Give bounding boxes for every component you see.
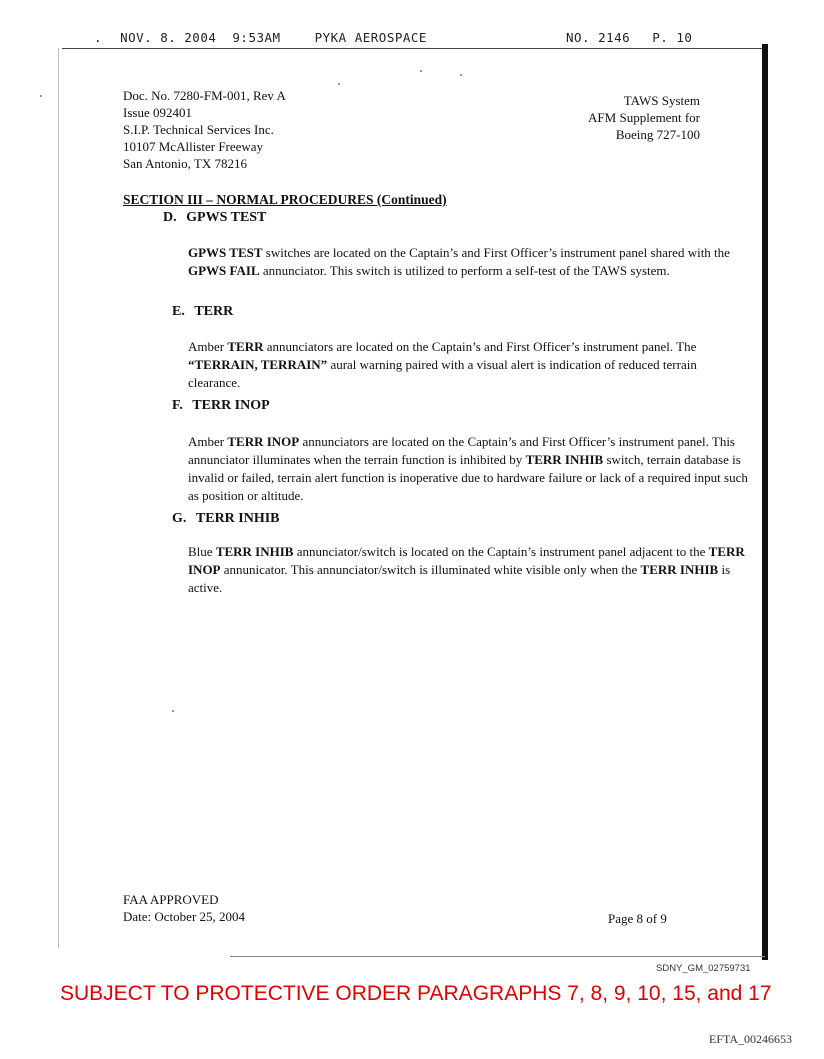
- bold-term: TERR INOP: [188, 544, 745, 577]
- fax-top-rule: [62, 48, 762, 49]
- scan-edge-right: [762, 44, 768, 960]
- fax-header: [94, 30, 427, 45]
- item-e-heading: [172, 304, 233, 320]
- bates-number: SDNY_GM_02759731: [656, 963, 751, 974]
- approval-date: Date: October 25, 2004: [123, 909, 246, 924]
- fax-sender: PYKA AEROSPACE: [314, 30, 427, 45]
- faa-approved: FAA APPROVED: [123, 892, 219, 907]
- section-heading: SECTION III – NORMAL PROCEDURES (Continued): [123, 192, 447, 207]
- item-g-letter: G.: [172, 511, 187, 526]
- bold-term: TERR INHIB: [215, 544, 294, 559]
- fax-number-block: [566, 30, 692, 45]
- doc-aircraft: Boeing 727-100: [615, 127, 700, 142]
- item-g-heading: [172, 511, 280, 527]
- item-g-title: TERR INHIB: [195, 511, 280, 526]
- doc-street: 10107 McAllister Freeway: [123, 139, 264, 154]
- bold-term: TERR INHIB: [525, 452, 604, 467]
- fax-time: 9:53AM: [232, 30, 281, 45]
- page-number: Page 8 of 9: [608, 911, 667, 926]
- bold-term: GPWS TEST: [188, 245, 263, 260]
- bold-term: TERR INHIB: [640, 562, 719, 577]
- efta-number: EFTA_00246653: [709, 1032, 793, 1046]
- fax-date: NOV. 8. 2004: [120, 30, 217, 45]
- protective-order-notice: SUBJECT TO PROTECTIVE ORDER PARAGRAPHS 7, 8, 9, 10, 15, and 17: [60, 982, 772, 1005]
- doc-supplement: AFM Supplement for: [588, 110, 700, 125]
- doc-info: [123, 87, 423, 172]
- item-f-title: TERR INOP: [192, 398, 270, 413]
- bold-term: GPWS FAIL: [188, 263, 260, 278]
- item-e-letter: E.: [172, 304, 185, 319]
- doc-city: San Antonio, TX 78216: [123, 156, 247, 171]
- item-f-body: Amber TERR INOP annunciators are located on the Captain’s and First Officer’s instrument panel. This annunciator illuminates when the terrain function is inhibited by TERR INHIB switch, terrain database is invalid or failed, terrain alert function is inoperative due to hardware failure or lack of a required input such as position or altitude.: [188, 434, 748, 503]
- scan-speck: [420, 70, 422, 72]
- doc-title: [520, 92, 700, 143]
- item-e-body: Amber TERR annunciators are located on the Captain’s and First Officer’s instrument panel. The “TERRAIN, TERRAIN” aural warning paired with a visual alert is indication of reduced terrain clearance.: [188, 339, 697, 390]
- item-d-letter: D.: [163, 210, 177, 225]
- bold-term: TERR: [227, 339, 264, 354]
- scan-speck: [338, 83, 340, 85]
- item-d-body: GPWS TEST switches are located on the Captain’s and First Officer’s instrument panel shared with the GPWS FAIL annunciator. This switch is utilized to perform a self-test of the TAWS system.: [188, 245, 730, 278]
- footer-approval-block: [123, 891, 245, 925]
- scan-speck: [460, 74, 462, 76]
- doc-system: TAWS System: [623, 93, 700, 108]
- item-f-heading: [172, 398, 270, 414]
- scan-speck: [40, 95, 42, 97]
- scan-speck: [172, 710, 174, 712]
- doc-issue: Issue 092401: [123, 105, 192, 120]
- item-f-letter: F.: [172, 398, 183, 413]
- bold-term: TERR INOP: [227, 434, 300, 449]
- fax-number: NO. 2146: [566, 30, 631, 45]
- doc-company: S.I.P. Technical Services Inc.: [123, 122, 274, 137]
- item-d-heading: [163, 210, 266, 226]
- scan-edge-bottom: [230, 956, 765, 957]
- doc-number: Doc. No. 7280-FM-001, Rev A: [123, 88, 286, 103]
- item-g-body: Blue TERR INHIB annunciator/switch is located on the Captain’s instrument panel adjacent to the TERR INOP annunicator. This annunciator/switch is illuminated white visible only when the TERR INHIB is active.: [188, 544, 745, 595]
- item-d-title: GPWS TEST: [186, 210, 267, 225]
- scan-edge-left: [58, 48, 59, 948]
- fax-bullet: .: [94, 30, 103, 45]
- bold-term: “TERRAIN, TERRAIN”: [188, 357, 328, 372]
- fax-page: P. 10: [652, 30, 693, 45]
- item-e-title: TERR: [194, 304, 234, 319]
